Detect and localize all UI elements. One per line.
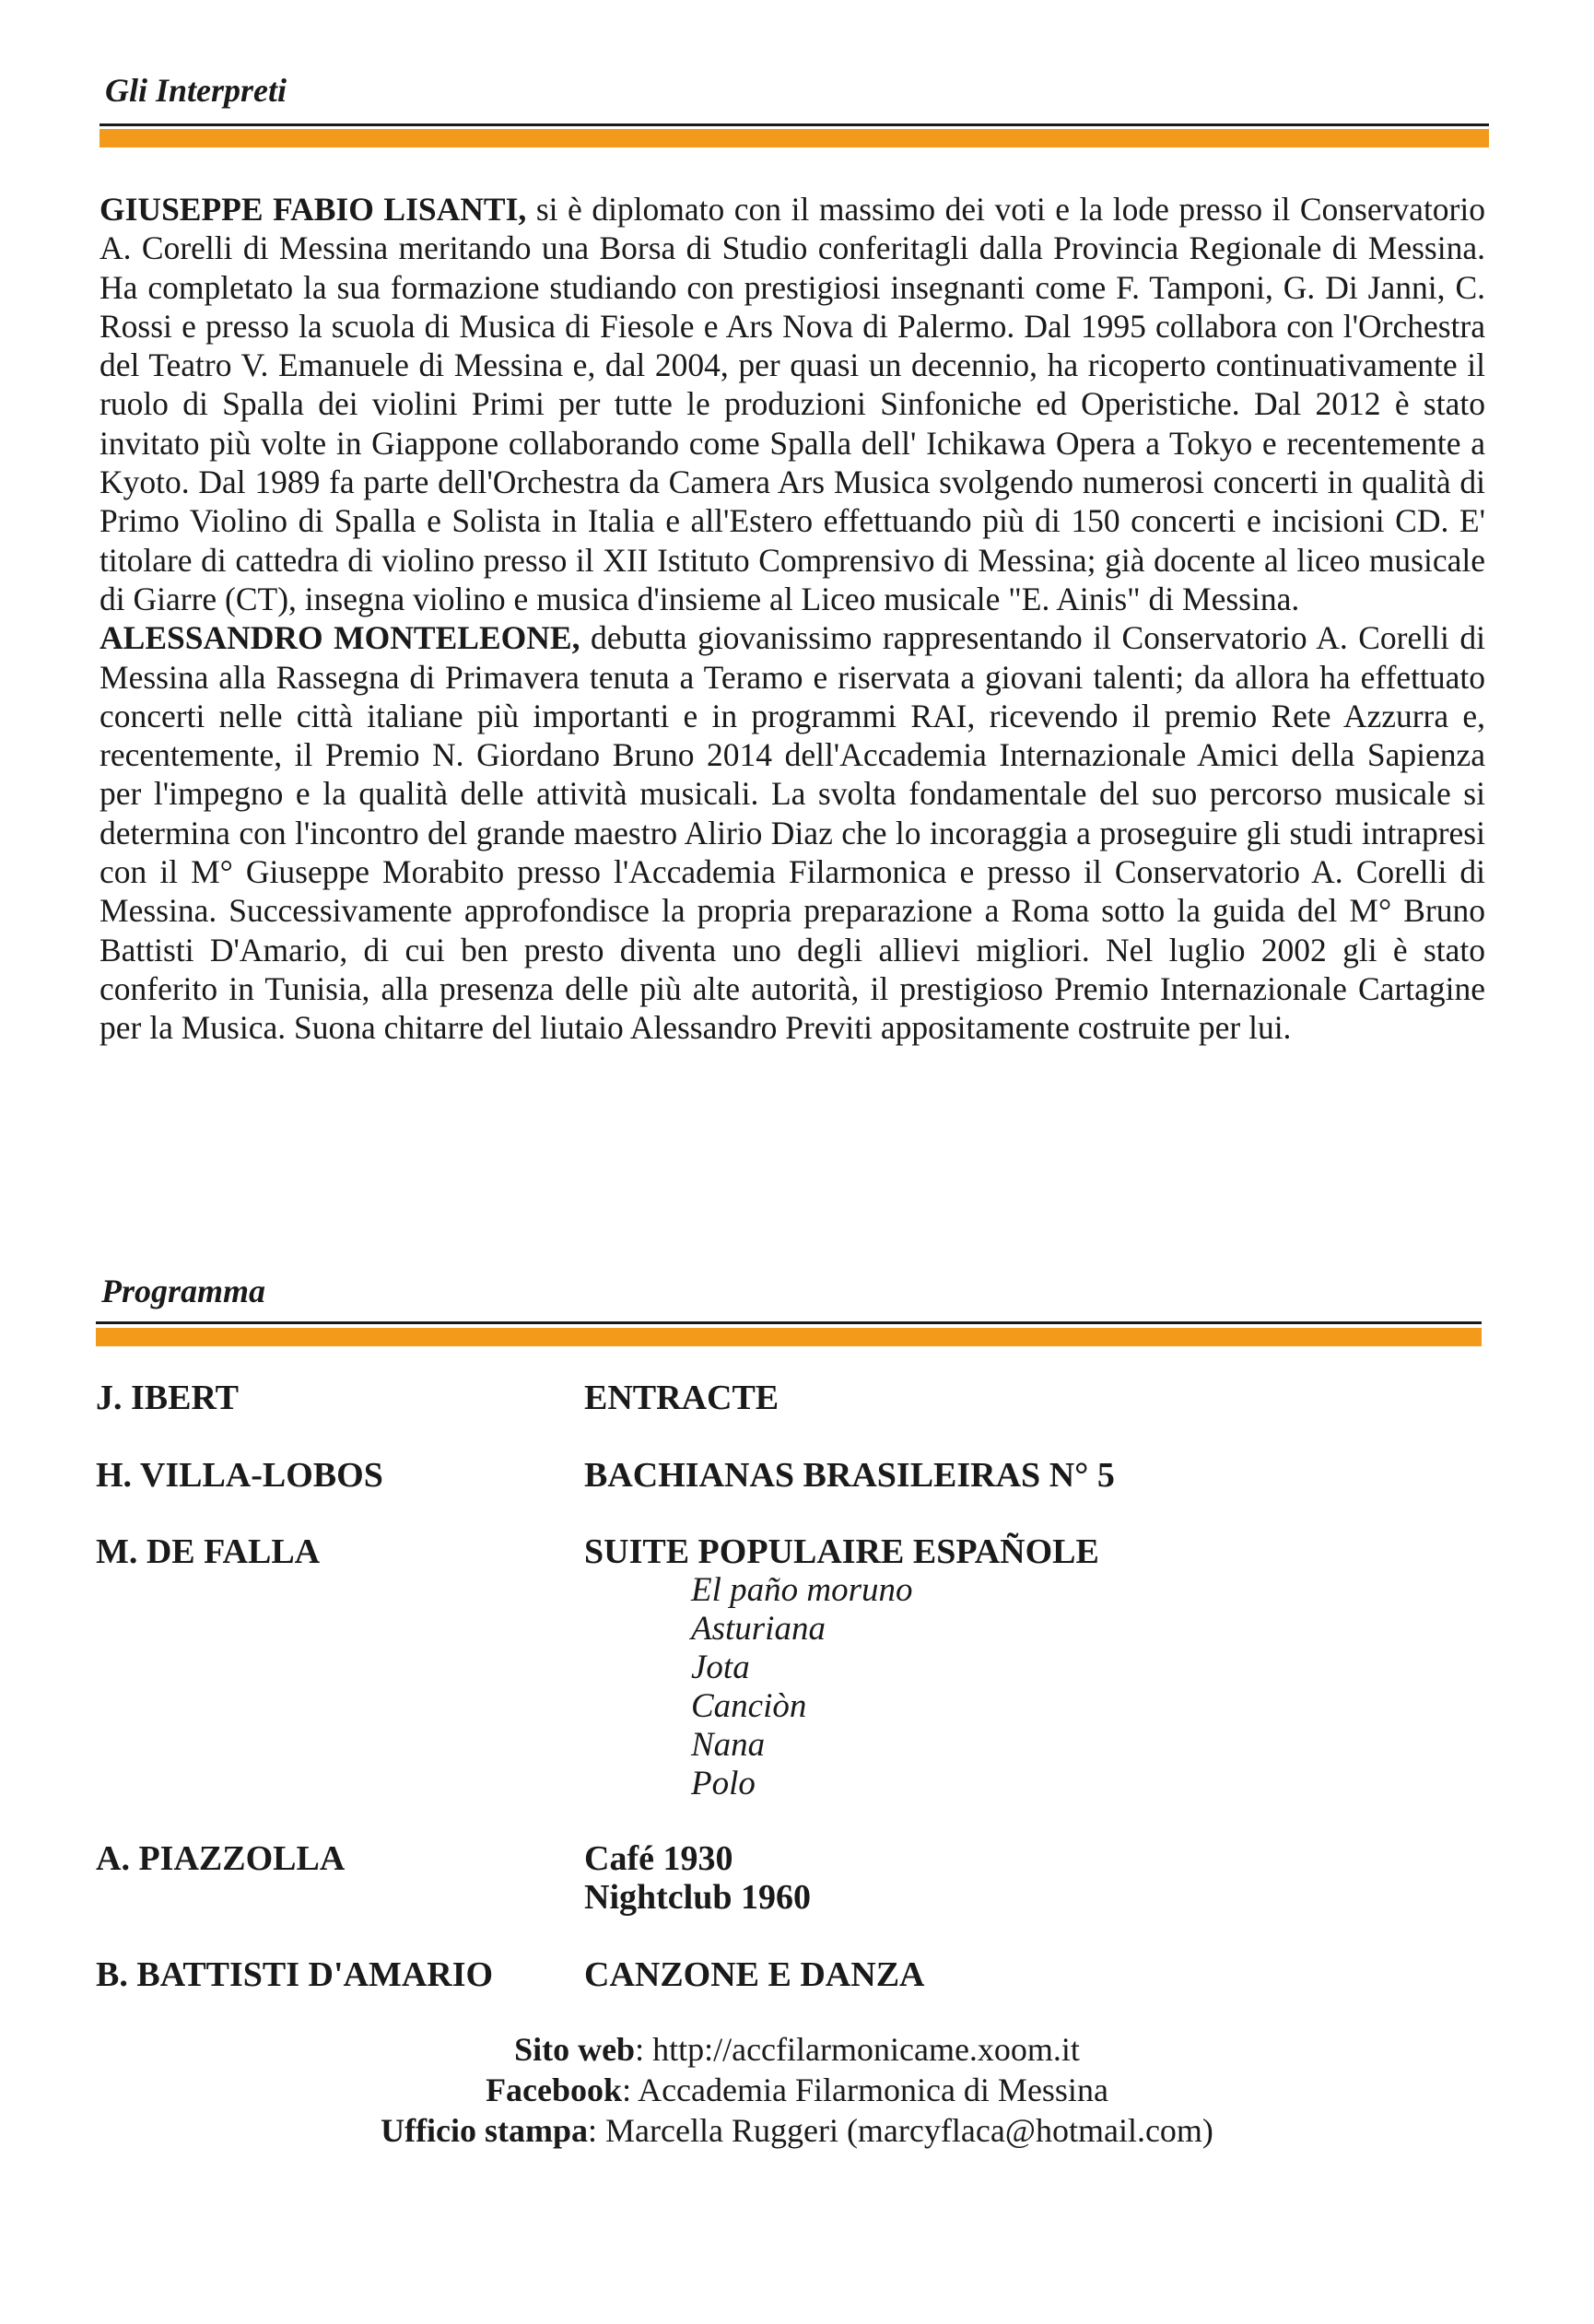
work-title: Café 1930	[584, 1839, 733, 1878]
work-title: CANZONE E DANZA	[584, 1955, 925, 1994]
program-item-piazzolla	[96, 1839, 1496, 1955]
bio-paragraph-monteleone	[100, 618, 1485, 1047]
movement-item: Canciòn	[691, 1687, 807, 1725]
accent-bar-programma	[96, 1328, 1482, 1346]
press-office-value: : Marcella Ruggeri (marcyflaca@hotmail.com)	[588, 2112, 1213, 2149]
bio-name-monteleone: ALESSANDRO MONTELEONE,	[100, 619, 580, 657]
website-line	[0, 2029, 1594, 2070]
bio-text-lisanti: si è diplomato con il massimo dei voti e la lode presso il Conservatorio A. Corelli di Messina meritando una Borsa di Studio conferitagli dalla Provincia Regionale di Messina. Ha completato la sua formazione studiando con prestigiosi insegnanti come F. Tamponi, G. Di Janni, C. Rossi e presso la scuola di Musica di Fiesole e Ars Nova di Palermo. Dal 1995 collabora con l'Orchestra del Teatro V. Emanuele di Messina e, dal 2004, per quasi un decennio, ha ricoperto continuativamente il ruolo di Spalla dei violini Primi per tutte le produzioni Sinfoniche ed Operistiche. Dal 2012 è stato invitato più volte in Giappone collaborando come Spalla dell' Ichikawa Opera a Tokyo e recentemente a Kyoto. Dal 1989 fa parte dell'Orchestra da Camera Ars Musica svolgendo numerosi concerti in qualità di Primo Violino di Spalla e Solista in Italia e all'Estero effettuando più di 150 concerti e incisioni CD. E' titolare di cattedra di violino presso il XII Istituto Comprensivo di Messina; già docente al liceo musicale di Giarre (CT), insegna violino e musica d'insieme al Liceo musicale "E. Ainis" di Messina.	[100, 191, 1485, 617]
header-rule-programma	[96, 1321, 1482, 1324]
composer-name: H. VILLA-LOBOS	[96, 1456, 383, 1495]
website-value: : http://accfilarmonicame.xoom.it	[635, 2031, 1080, 2068]
movement-item: Asturiana	[691, 1610, 826, 1648]
website-label: Sito web	[514, 2031, 636, 2068]
section-title-interpreti: Gli Interpreti	[105, 72, 287, 109]
work-title: ENTRACTE	[584, 1379, 779, 1417]
interpreti-bios	[100, 190, 1485, 1048]
bio-paragraph-lisanti	[100, 190, 1485, 618]
bio-text-monteleone: debutta giovanissimo rappresentando il Conservatorio A. Corelli di Messina alla Rassegna di Primavera tenuta a Teramo e riservata a giovani talenti; da allora ha effettuato concerti nelle città italiane più importanti e in programmi RAI, ricevendo il premio Rete Azzurra e, recentemente, il Premio N. Giordano Bruno 2014 dell'Accademia Internazionale Amici della Sapienza per l'impegno e la qualità delle attività musicali. La svolta fondamentale del suo percorso musicale si determina con l'incontro del grande maestro Alirio Diaz che lo incoraggia a proseguire gli studi intrapresi con il M° Giuseppe Morabito presso l'Accademia Filarmonica e presso il Conservatorio A. Corelli di Messina. Successivamente approfondisce la propria preparazione a Roma sotto la guida del M° Bruno Battisti D'Amario, di cui ben presto diventa uno degli allievi migliori. Nel luglio 2002 gli è stato conferito in Tunisia, alla presenza delle più alte autorità, il prestigioso Premio Internazionale Cartagine per la Musica. Suona chitarre del liutaio Alessandro Previti appositamente costruite per lui.	[100, 619, 1485, 1047]
program-item-battisti-damario	[96, 1955, 1496, 2011]
accent-bar-interpreti	[100, 129, 1489, 147]
header-rule-interpreti	[100, 123, 1489, 126]
section-title-programma: Programma	[101, 1273, 266, 1309]
program-item-de-falla	[96, 1532, 1496, 1839]
program-item-villa-lobos	[96, 1456, 1496, 1532]
composer-name: M. DE FALLA	[96, 1532, 321, 1571]
composer-name: B. BATTISTI D'AMARIO	[96, 1955, 494, 1994]
bio-name-lisanti: GIUSEPPE FABIO LISANTI,	[100, 191, 527, 228]
work-title: BACHIANAS BRASILEIRAS N° 5	[584, 1456, 1115, 1495]
composer-name: J. IBERT	[96, 1379, 239, 1417]
program-item-ibert	[96, 1379, 1496, 1456]
program-list	[96, 1379, 1496, 2011]
movement-list	[691, 1571, 1099, 1803]
work-title: SUITE POPULAIRE ESPAÑOLE	[584, 1532, 1099, 1571]
press-office-label: Ufficio stampa	[381, 2112, 589, 2149]
facebook-value: : Accademia Filarmonica di Messina	[622, 2072, 1108, 2108]
movement-item: El paño moruno	[691, 1571, 913, 1609]
work-title: Nightclub 1960	[584, 1878, 811, 1917]
contact-footer	[0, 2029, 1594, 2151]
movement-item: Polo	[691, 1765, 756, 1802]
composer-name: A. PIAZZOLLA	[96, 1839, 346, 1878]
facebook-label: Facebook	[486, 2072, 623, 2108]
movement-item: Nana	[691, 1726, 766, 1764]
facebook-line	[0, 2070, 1594, 2110]
press-office-line	[0, 2110, 1594, 2151]
movement-item: Jota	[691, 1649, 750, 1686]
